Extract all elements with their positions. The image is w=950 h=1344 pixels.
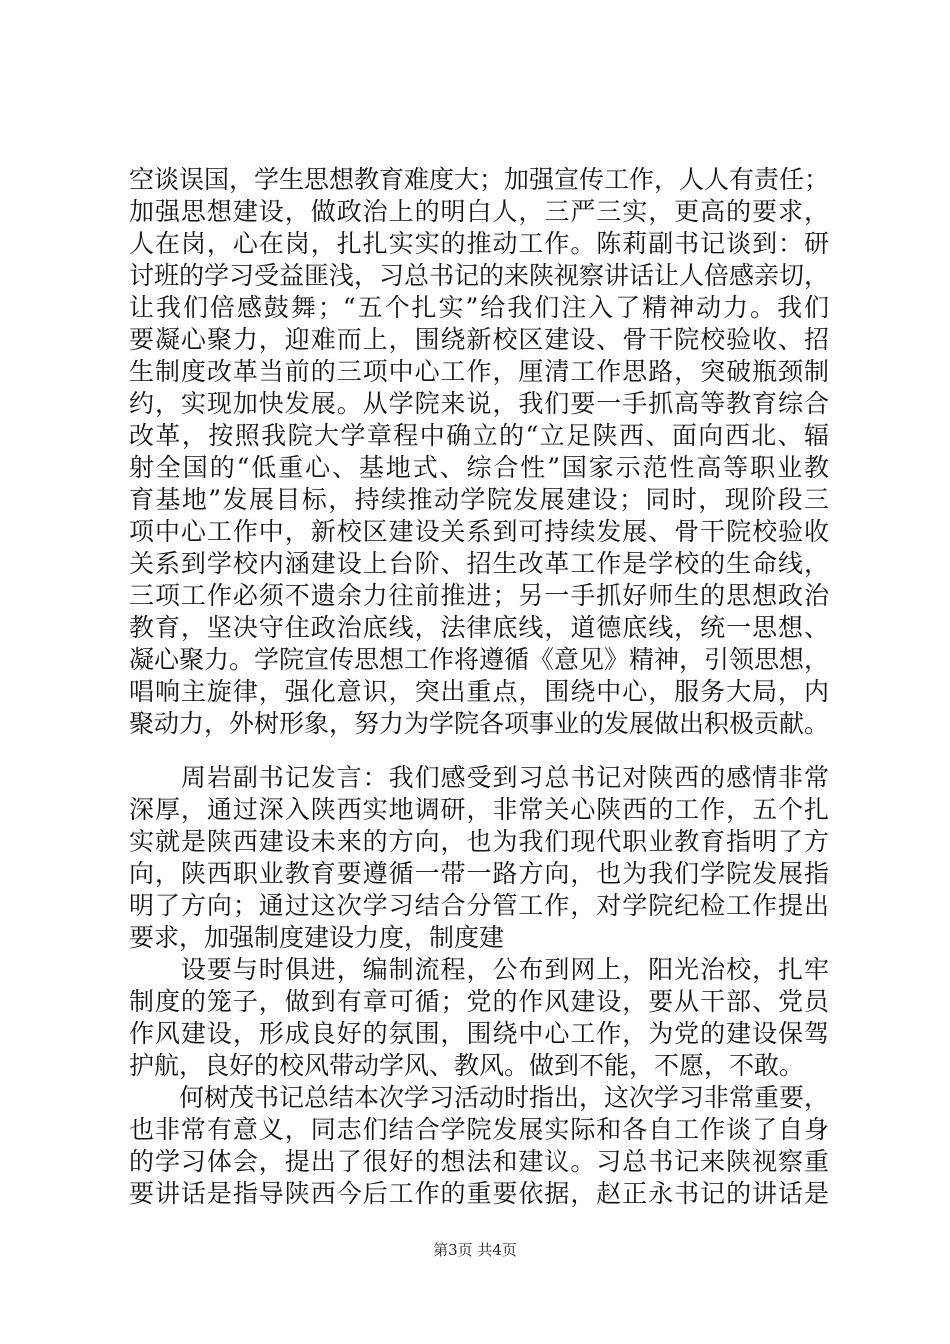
paragraph-3 [129,954,829,1082]
text-line: 也非常有意义，同志们结合学院发展实际和各自工作谈了自身 [129,1115,829,1144]
text-line: 设要与时俱进，编制流程，公布到网上，阳光治校，扎牢 [129,955,829,984]
text-line: 凝心聚力。学院宣传思想工作将遵循《意见》精神，引领思想， [129,645,829,674]
text-line: 聚动力，外树形象，努力为学院各项事业的发展做出积极贡献。 [129,709,829,738]
text-line: 空谈误国，学生思想教育难度大；加强宣传工作，人人有责任； [129,165,829,194]
text-line: 要凝心聚力，迎难而上，围绕新校区建设、骨干院校验收、招 [129,325,829,354]
text-line: 三项工作必须不遗余力往前推进；另一手抓好师生的思想政治 [129,581,829,610]
text-line: 育基地”发展目标，持续推动学院发展建设；同时，现阶段三 [129,485,829,514]
page-footer [0,1240,950,1260]
paragraph-4 [129,1082,829,1210]
paragraph-1 [129,164,829,740]
text-line: 作风建设，形成良好的氛围，围绕中心工作，为党的建设保驾 [129,1019,829,1048]
page-number-label: 第3页 共4页 [433,1241,517,1259]
text-line: 改革，按照我院大学章程中确立的“立足陕西、面向西北、辐 [129,421,829,450]
text-line: 射全国的“低重心、基地式、综合性”国家示范性高等职业教 [129,453,829,482]
text-line: 约，实现加快发展。从学院来说，我们要一手抓高等教育综合 [129,389,829,418]
text-line: 项中心工作中，新校区建设关系到可持续发展、骨干院校验收 [129,517,829,546]
text-line: 深厚，通过深入陕西实地调研，非常关心陕西的工作，五个扎 [129,795,829,824]
text-line: 让我们倍感鼓舞；“五个扎实”给我们注入了精神动力。我们 [129,293,829,322]
text-line: 明了方向；通过这次学习结合分管工作，对学院纪检工作提出 [129,891,829,920]
text-line: 实就是陕西建设未来的方向，也为我们现代职业教育指明了方 [129,827,829,856]
text-line: 的学习体会，提出了很好的想法和建议。习总书记来陕视察重 [129,1147,829,1176]
text-line: 周岩副书记发言：我们感受到习总书记对陕西的感情非常 [129,763,829,792]
text-line: 要讲话是指导陕西今后工作的重要依据，赵正永书记的讲话是 [129,1179,829,1208]
text-line: 何树茂书记总结本次学习活动时指出，这次学习非常重要， [129,1083,829,1112]
text-line: 制度的笼子，做到有章可循；党的作风建设，要从干部、党员 [129,987,829,1016]
paragraph-2 [129,762,829,954]
text-line: 讨班的学习受益匪浅，习总书记的来陕视察讲话让人倍感亲切， [129,261,829,290]
text-line: 生制度改革当前的三项中心工作，厘清工作思路，突破瓶颈制 [129,357,829,386]
text-line: 要求，加强制度建设力度，制度建 [129,923,505,952]
paragraph-gap [129,740,829,762]
text-line: 人在岗，心在岗，扎扎实实的推动工作。陈莉副书记谈到：研 [129,229,829,258]
body-text [129,164,829,1210]
text-line: 加强思想建设，做政治上的明白人，三严三实，更高的要求， [129,197,829,226]
text-line: 关系到学校内涵建设上台阶、招生改革工作是学校的生命线， [129,549,829,578]
text-line: 向，陕西职业教育要遵循一带一路方向，也为我们学院发展指 [129,859,829,888]
text-line: 唱响主旋律，强化意识，突出重点，围绕中心，服务大局，内 [129,677,829,706]
text-line: 教育，坚决守住政治底线，法律底线，道德底线，统一思想、 [129,613,829,642]
text-line: 护航，良好的校风带动学风、教风。做到不能，不愿，不敢。 [129,1051,805,1080]
